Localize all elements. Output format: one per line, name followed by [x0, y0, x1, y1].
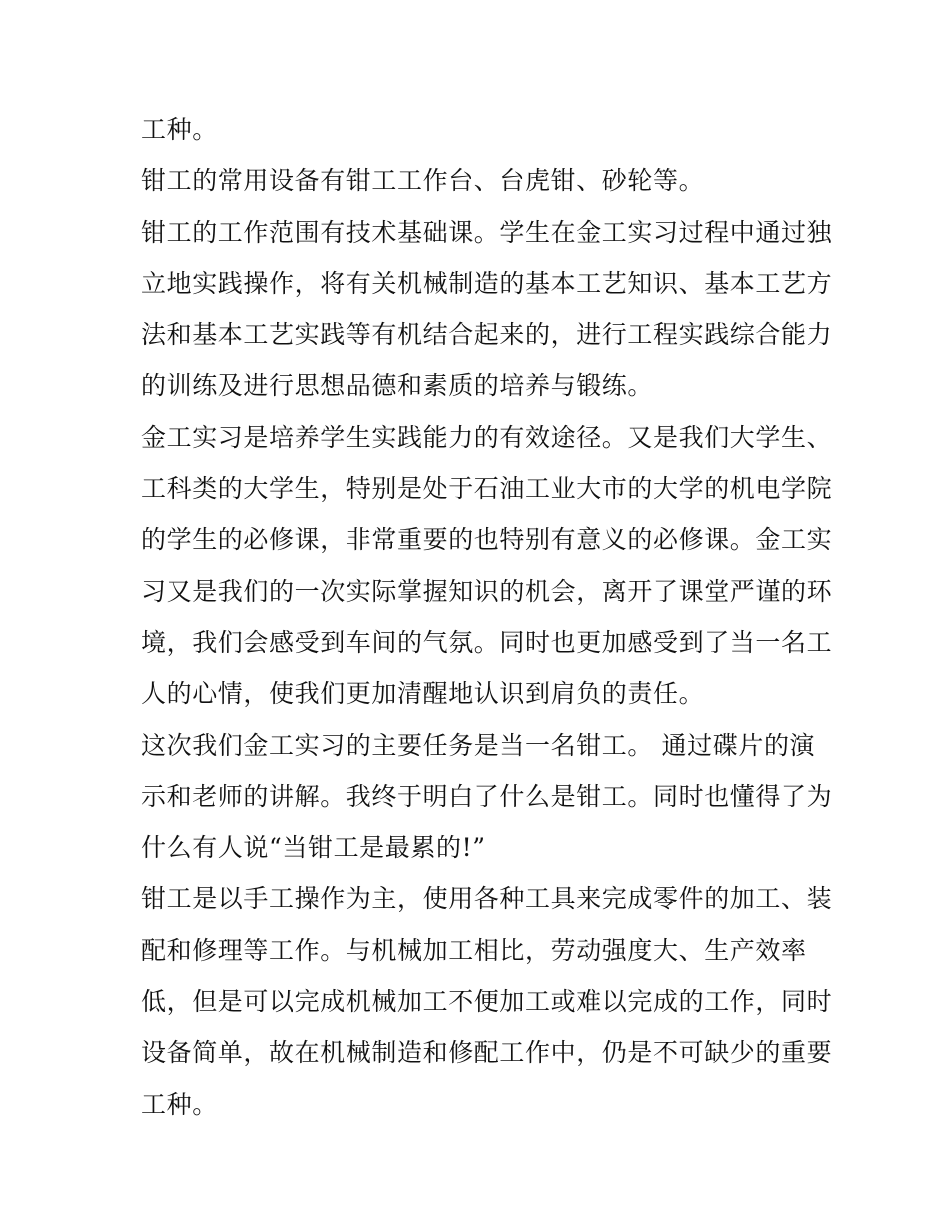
text-line: 习又是我们的一次实际掌握知识的机会，离开了课堂严谨的环	[141, 576, 833, 606]
text-line: 金工实习是培养学生实践能力的有效途径。又是我们大学生、	[141, 422, 833, 452]
text-line: 工科类的大学生，特别是处于石油工业大市的大学的机电学院	[141, 474, 833, 504]
text-line: 法和基本工艺实践等有机结合起来的，进行工程实践综合能力	[141, 320, 833, 350]
text-line: 配和修理等工作。与机械加工相比，劳动强度大、生产效率	[141, 935, 807, 965]
text-line: 工种。	[141, 115, 218, 144]
text-line: 什么有人说“当钳工是最累的!”	[141, 833, 486, 863]
text-line: 人的心情，使我们更加清醒地认识到肩负的责任。	[141, 679, 705, 709]
text-line: 钳工是以手工操作为主，使用各种工具来完成零件的加工、装	[141, 884, 833, 914]
text-line: 立地实践操作，将有关机械制造的基本工艺知识、基本工艺方	[141, 268, 833, 298]
text-line: 钳工的常用设备有钳工工作台、台虎钳、砂轮等。	[141, 166, 705, 196]
document-body	[141, 104, 833, 1130]
text-line: 低，但是可以完成机械加工不便加工或难以完成的工作，同时	[141, 987, 833, 1017]
text-line: 钳工的工作范围有技术基础课。学生在金工实习过程中通过独	[141, 217, 833, 247]
text-line: 这次我们金工实习的主要任务是当一名钳工。 通过碟片的演	[141, 730, 816, 760]
text-line: 境，我们会感受到车间的气氛。同时也更加感受到了当一名工	[141, 627, 833, 657]
text-line: 的学生的必修课，非常重要的也特别有意义的必修课。金工实	[141, 525, 833, 555]
text-line: 示和老师的讲解。我终于明白了什么是钳工。同时也懂得了为	[141, 781, 833, 811]
text-line: 工种。	[141, 1089, 218, 1119]
text-line: 的训练及进行思想品德和素质的培养与锻练。	[141, 371, 654, 401]
text-line: 设备简单，故在机械制造和修配工作中，仍是不可缺少的重要	[141, 1038, 833, 1068]
